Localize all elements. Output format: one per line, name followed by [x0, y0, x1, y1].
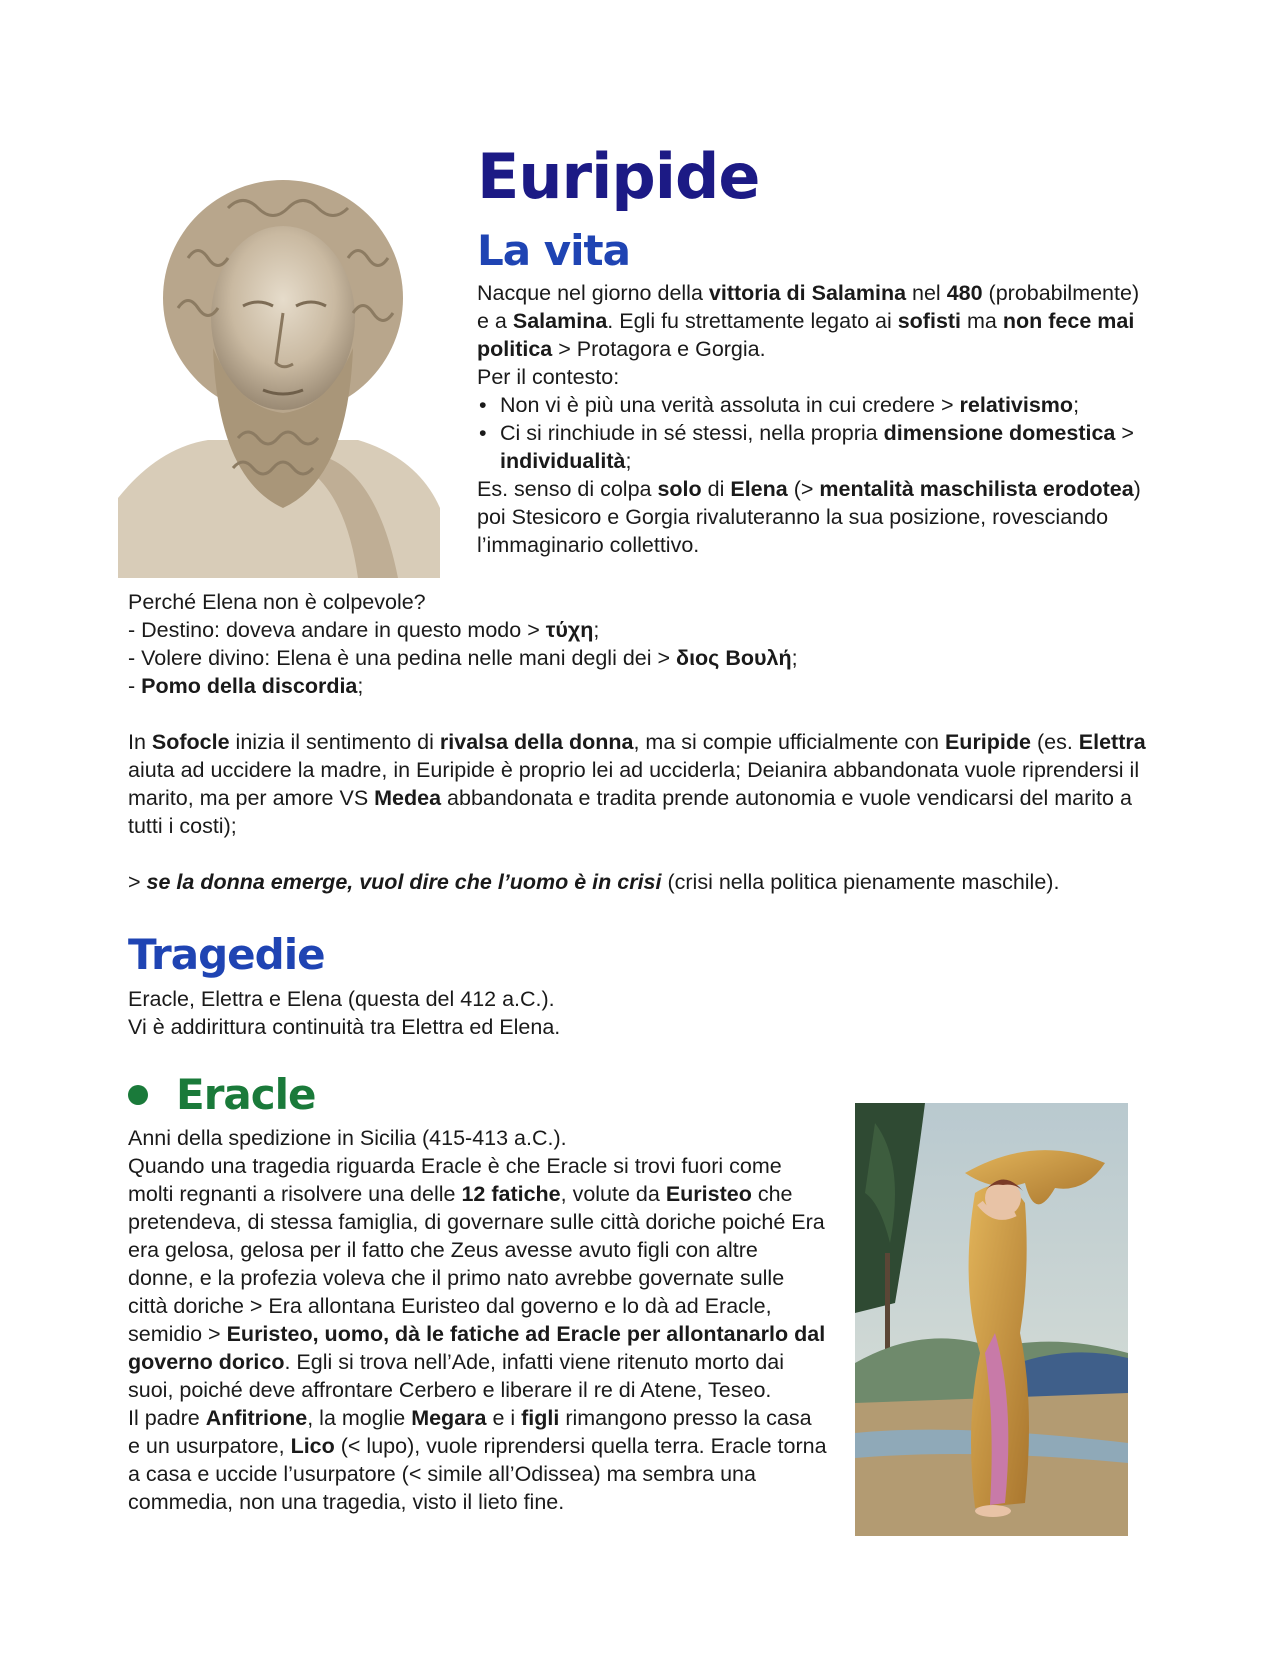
elena-reason-2: - Volere divino: Elena è una pedina nelle mani degli dei > διος Βουλή; — [128, 646, 798, 670]
section-heading-eracle — [128, 1070, 316, 1119]
eracle-anni: Anni della spedizione in Sicilia (415-413 a.C.). — [128, 1126, 567, 1150]
body-text-block — [128, 588, 1158, 896]
tragedie-text-block — [128, 985, 1158, 1041]
woman-painting-image — [855, 1103, 1128, 1536]
crisi-paragraph: > se la donna emerge, vuol dire che l’uomo è in crisi (crisi nella politica pienamente maschile). — [128, 870, 1060, 894]
elena-reason-1: - Destino: doveva andare in questo modo > τύχη; — [128, 618, 600, 642]
eracle-heading-label: Eracle — [176, 1070, 316, 1119]
section-heading-tragedie: Tragedie — [128, 930, 325, 979]
elena-example-paragraph: Es. senso di colpa solo di Elena (> mentalità maschilista erodotea) poi Stesicoro e Gorgia rivaluteranno la sua posizione, rovesciando l’immaginario collettivo. — [477, 477, 1141, 557]
list-item: • Ci si rinchiude in sé stessi, nella propria dimensione domestica > individualità; — [477, 419, 1157, 475]
section-heading-vita: La vita — [477, 226, 630, 275]
vita-text-block — [477, 279, 1157, 559]
euripides-bust-image — [118, 178, 440, 578]
vita-paragraph: Nacque nel giorno della vittoria di Salamina nel 480 (probabilmente) e a Salamina. Egli fu strettamente legato ai sofisti ma non fece mai politica > Protagora e Gorgia. — [477, 281, 1140, 361]
list-item: • Non vi è più una verità assoluta in cui credere > relativismo; — [477, 391, 1157, 419]
contesto-label: Per il contesto: — [477, 365, 620, 389]
eracle-paragraph-1: Quando una tragedia riguarda Eracle è che Eracle si trovi fuori come molti regnanti a risolvere una delle 12 fatiche, volute da Euristeo che pretendeva, di stessa famiglia, di governare sulle città doriche poiché Era era gelosa, gelosa per il fatto che Zeus avesse avuto figli con altre donne, e la profezia voleva che il primo nato avrebbe governate sulle città doriche > Era allontana Euristeo dal governo e lo dà ad Eracle, semidio > Euristeo, uomo, dà le fatiche ad Eracle per allontanarlo dal governo dorico. Egli si trova nell’Ade, infatti viene ritenuto morto dai suoi, poiché deve affrontare Cerbero e liberare il re di Atene, Teseo. — [128, 1154, 826, 1402]
page-title: Euripide — [477, 140, 760, 213]
sofocle-paragraph: In Sofocle inizia il sentimento di rivalsa della donna, ma si compie ufficialmente con Euripide (es. Elettra aiuta ad uccidere la madre, in Euripide è proprio lei ad ucciderla; Deianira abbandonata vuole riprendersi il marito, ma per amore VS Medea abbandonata e tradita prende autonomia e vuole vendicarsi del marito a tutti i costi); — [128, 730, 1146, 838]
tragedie-line-2: Vi è addirittura continuità tra Elettra ed Elena. — [128, 1015, 561, 1039]
elena-reason-3: - Pomo della discordia; — [128, 674, 364, 698]
tragedie-line-1: Eracle, Elettra e Elena (questa del 412 a.C.). — [128, 987, 555, 1011]
elena-question: Perché Elena non è colpevole? — [128, 590, 426, 614]
bullet-dot-icon — [128, 1085, 148, 1105]
eracle-paragraph-2: Il padre Anfitrione, la moglie Megara e i figli rimangono presso la casa e un usurpatore, Lico (< lupo), vuole riprendersi quella terra. Eracle torna a casa e uccide l’usurpatore (< simile all’Odissea) ma sembra una commedia, non una tragedia, visto il lieto fine. — [128, 1406, 827, 1514]
eracle-text-block — [128, 1124, 828, 1516]
contesto-list — [477, 391, 1157, 475]
